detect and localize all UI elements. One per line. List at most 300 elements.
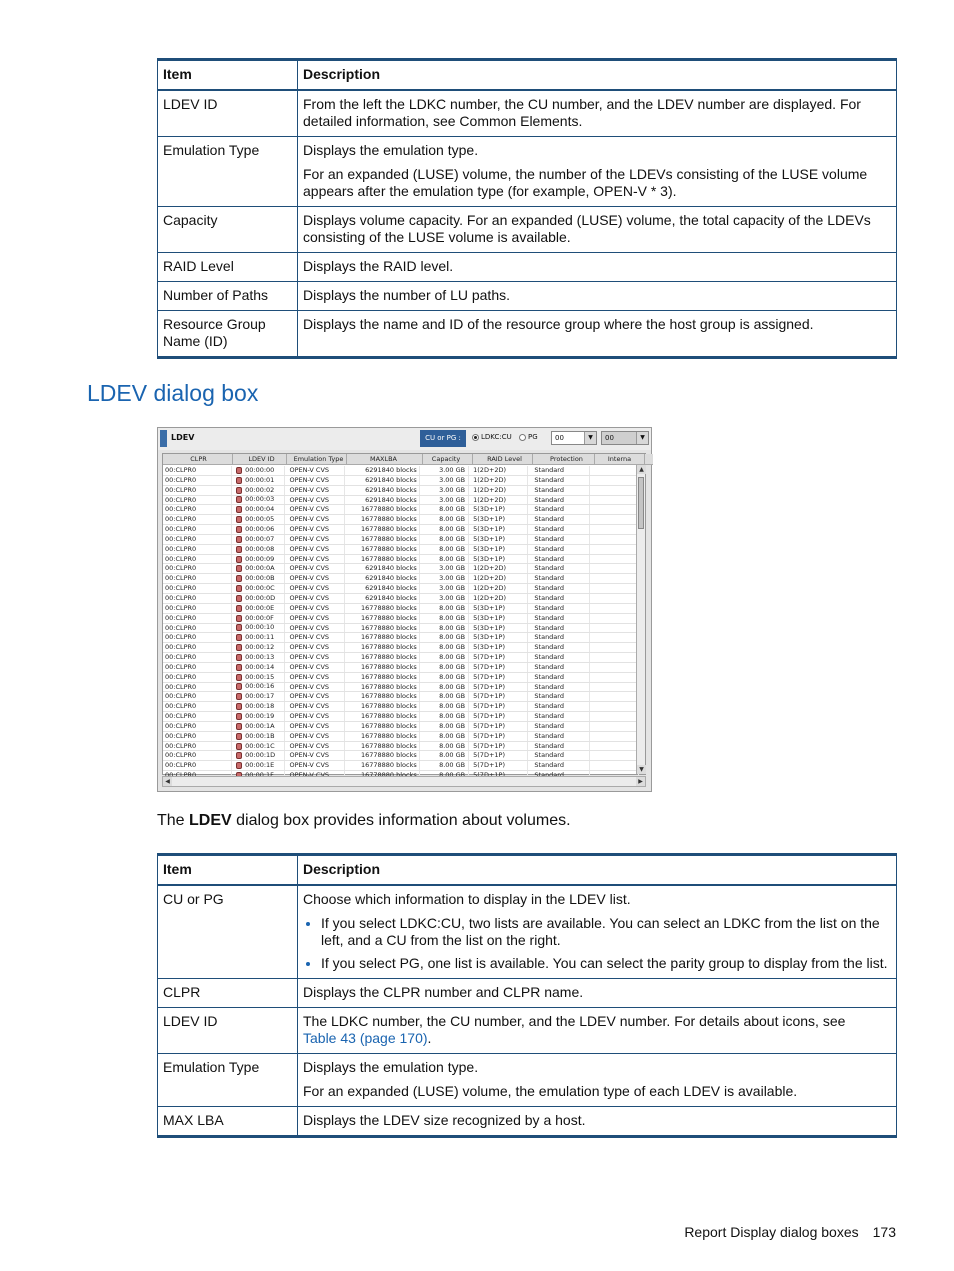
table-row[interactable] — [163, 614, 639, 624]
description-text: Displays the number of LU paths. — [303, 287, 510, 303]
ldev-id-cell — [232, 633, 285, 642]
clpr-cell: 00:CLPR0 — [163, 643, 232, 652]
section-title: LDEV dialog box — [87, 380, 259, 406]
ldev-id-cell — [232, 653, 285, 662]
row-description — [298, 137, 897, 207]
raid-cell: 5(7D+1P) — [469, 653, 528, 662]
ldev-icon — [236, 467, 242, 474]
ldev-id-cell — [232, 574, 285, 583]
row-description: Displays the CLPR number and CLPR name. — [298, 979, 897, 1008]
protection-cell: Standard — [528, 574, 589, 583]
ldev-icon — [236, 752, 242, 759]
ldev-id-text: 00:00:0E — [245, 603, 275, 612]
emulation-cell: OPEN-V CVS — [285, 564, 344, 573]
maxlba-cell: 16778880 blocks — [345, 663, 420, 672]
maxlba-cell: 6291840 blocks — [345, 466, 420, 475]
dialog-toolbar — [158, 428, 651, 450]
table-row[interactable] — [163, 633, 639, 643]
ldev-icon — [236, 536, 242, 543]
table-row — [158, 311, 897, 358]
ldev-id-text: 00:00:0D — [245, 593, 276, 602]
raid-cell: 5(7D+1P) — [469, 722, 528, 731]
ldev-icon — [236, 565, 242, 572]
protection-cell: Standard — [528, 525, 589, 534]
maxlba-cell: 16778880 blocks — [345, 742, 420, 751]
emulation-cell: OPEN-V CVS — [285, 673, 344, 682]
ldev-id-text: 00:00:04 — [245, 505, 275, 514]
internal-cell — [590, 683, 639, 692]
ldev-icon — [236, 723, 242, 730]
ldev-id-text: 00:00:17 — [245, 692, 275, 701]
ldev-id-text: 00:00:02 — [245, 485, 275, 494]
internal-cell — [590, 673, 639, 682]
internal-cell — [590, 515, 639, 524]
list-item: • If you select PG, one list is available. You can select the parity group to display from the list. — [321, 955, 890, 972]
protection-cell: Standard — [528, 683, 589, 692]
clpr-cell: 00:CLPR0 — [163, 584, 232, 593]
table-43-link[interactable]: Table 43 (page 170) — [303, 1030, 428, 1046]
table-row[interactable] — [163, 604, 639, 614]
protection-cell: Standard — [528, 584, 589, 593]
row-description — [298, 207, 897, 253]
capacity-cell: 3.00 GB — [420, 574, 469, 583]
raid-cell: 1(2D+2D) — [469, 594, 528, 603]
maxlba-cell: 16778880 blocks — [345, 702, 420, 711]
table-row[interactable] — [163, 515, 639, 525]
table-row[interactable] — [163, 702, 639, 712]
ldev-id-cell — [232, 476, 285, 485]
radio-unselected-icon — [519, 434, 526, 441]
row-item: CU or PG — [158, 885, 298, 979]
raid-cell: 1(2D+2D) — [469, 574, 528, 583]
protection-cell: Standard — [528, 624, 589, 633]
table-row[interactable] — [163, 476, 639, 486]
emulation-cell: OPEN-V CVS — [285, 466, 344, 475]
table-row — [158, 90, 897, 137]
ldev-icon — [236, 487, 242, 494]
clpr-cell: 00:CLPR0 — [163, 555, 232, 564]
item-description-table-2 — [157, 853, 897, 1138]
capacity-cell: 8.00 GB — [420, 722, 469, 731]
row-item: LDEV ID — [158, 1008, 298, 1054]
internal-cell — [590, 594, 639, 603]
chevron-down-icon: ▼ — [584, 432, 596, 444]
emulation-cell: OPEN-V CVS — [285, 633, 344, 642]
table-row[interactable] — [163, 594, 639, 604]
internal-cell — [590, 624, 639, 633]
table-row[interactable] — [163, 761, 639, 771]
raid-cell: 5(7D+1P) — [469, 761, 528, 770]
internal-cell — [590, 584, 639, 593]
maxlba-cell: 16778880 blocks — [345, 535, 420, 544]
intro-paragraph — [157, 812, 571, 830]
raid-cell: 1(2D+2D) — [469, 476, 528, 485]
description-text: . — [427, 1030, 432, 1046]
capacity-cell: 3.00 GB — [420, 486, 469, 495]
emulation-cell: OPEN-V CVS — [285, 555, 344, 564]
scroll-right-icon[interactable]: ▶ — [636, 777, 645, 786]
raid-cell: 5(7D+1P) — [469, 702, 528, 711]
capacity-cell: 8.00 GB — [420, 683, 469, 692]
ldev-id-cell — [232, 525, 285, 534]
table-row[interactable] — [163, 742, 639, 752]
maxlba-cell: 16778880 blocks — [345, 653, 420, 662]
ldev-icon — [236, 575, 242, 582]
protection-cell: Standard — [528, 663, 589, 672]
column-header[interactable]: LDEV ID — [233, 454, 287, 464]
table-row[interactable] — [163, 683, 639, 693]
ldev-icon — [236, 477, 242, 484]
column-header[interactable]: Capacity — [423, 454, 473, 464]
table-row[interactable] — [163, 496, 639, 506]
emulation-cell: OPEN-V CVS — [285, 535, 344, 544]
table-row[interactable] — [163, 722, 639, 732]
protection-cell: Standard — [528, 486, 589, 495]
internal-cell — [590, 722, 639, 731]
vertical-scrollbar[interactable] — [636, 465, 645, 774]
internal-cell — [590, 702, 639, 711]
ldev-id-text: 00:00:09 — [245, 554, 275, 563]
ldev-icon — [236, 615, 242, 622]
ldev-id-cell — [232, 564, 285, 573]
table-row[interactable] — [163, 732, 639, 742]
clpr-cell: 00:CLPR0 — [163, 525, 232, 534]
emulation-cell: OPEN-V CVS — [285, 742, 344, 751]
maxlba-cell: 16778880 blocks — [345, 505, 420, 514]
protection-cell: Standard — [528, 466, 589, 475]
ldev-id-text: 00:00:08 — [245, 544, 275, 553]
internal-cell — [590, 761, 639, 770]
ldev-icon — [236, 585, 242, 592]
capacity-cell: 8.00 GB — [420, 692, 469, 701]
protection-cell: Standard — [528, 614, 589, 623]
description-text: Displays volume capacity. For an expanded (LUSE) volume, the total capacity of the LDEVs consisting of the LUSE volume is available. — [303, 212, 871, 245]
emulation-cell: OPEN-V CVS — [285, 476, 344, 485]
capacity-cell: 8.00 GB — [420, 732, 469, 741]
list-item: • If you select LDKC:CU, two lists are available. You can select an LDKC from the list on the left, and a CU from the list on the right. — [321, 915, 890, 949]
raid-cell: 5(3D+1P) — [469, 614, 528, 623]
table-row[interactable] — [163, 466, 639, 476]
header-description: Description — [298, 60, 897, 91]
intro-text: The — [157, 812, 190, 829]
raid-cell: 1(2D+2D) — [469, 466, 528, 475]
emulation-cell: OPEN-V CVS — [285, 702, 344, 711]
ldev-id-text: 00:00:0B — [245, 574, 275, 583]
raid-cell: 5(7D+1P) — [469, 692, 528, 701]
description-text: For an expanded (LUSE) volume, the number of the LDEVs consisting of the LUSE volume appears after the emulation type (for example, OPEN-V * 3). — [303, 166, 868, 199]
emulation-cell: OPEN-V CVS — [285, 761, 344, 770]
internal-cell — [590, 692, 639, 701]
ldev-icon — [236, 506, 242, 513]
row-description — [298, 90, 897, 137]
ldev-id-cell — [232, 545, 285, 554]
table-row[interactable] — [163, 564, 639, 574]
ldev-id-cell — [232, 683, 285, 692]
maxlba-cell: 16778880 blocks — [345, 525, 420, 534]
row-item: RAID Level — [158, 253, 298, 282]
table-row — [158, 979, 897, 1008]
clpr-cell: 00:CLPR0 — [163, 624, 232, 633]
intro-bold: LDEV — [189, 812, 232, 829]
ldev-id-text: 00:00:19 — [245, 712, 275, 721]
emulation-cell: OPEN-V CVS — [285, 614, 344, 623]
table-row[interactable] — [163, 584, 639, 594]
capacity-cell: 8.00 GB — [420, 673, 469, 682]
bullet-list — [303, 915, 890, 972]
clpr-cell: 00:CLPR0 — [163, 742, 232, 751]
clpr-cell: 00:CLPR0 — [163, 653, 232, 662]
raid-cell: 5(3D+1P) — [469, 555, 528, 564]
page-number: 173 — [872, 1224, 896, 1240]
emulation-cell: OPEN-V CVS — [285, 545, 344, 554]
ldev-id-text: 00:00:1E — [245, 761, 275, 770]
row-item: MAX LBA — [158, 1107, 298, 1137]
intro-text: dialog box provides information about volumes. — [231, 812, 571, 829]
ldev-id-cell — [232, 604, 285, 613]
maxlba-cell: 16778880 blocks — [345, 545, 420, 554]
clpr-cell: 00:CLPR0 — [163, 761, 232, 770]
internal-cell — [590, 653, 639, 662]
table-row — [158, 1107, 897, 1137]
capacity-cell: 8.00 GB — [420, 624, 469, 633]
raid-cell: 5(3D+1P) — [469, 515, 528, 524]
table-header-row — [158, 60, 897, 91]
table-row[interactable] — [163, 624, 639, 634]
select-value: 00 — [605, 434, 614, 442]
ldev-id-text: 00:00:1B — [245, 731, 275, 740]
ldev-icon — [236, 595, 242, 602]
table-row — [158, 137, 897, 207]
capacity-cell: 8.00 GB — [420, 515, 469, 524]
maxlba-cell: 16778880 blocks — [345, 692, 420, 701]
ldev-id-cell — [232, 732, 285, 741]
ldev-id-text: 00:00:1C — [245, 741, 275, 750]
raid-cell: 5(3D+1P) — [469, 505, 528, 514]
internal-cell — [590, 525, 639, 534]
protection-cell: Standard — [528, 505, 589, 514]
protection-cell: Standard — [528, 594, 589, 603]
scroll-down-icon[interactable]: ▼ — [637, 765, 646, 774]
scroll-up-icon[interactable]: ▲ — [637, 465, 646, 474]
description-text: For an expanded (LUSE) volume, the emulation type of each LDEV is available. — [303, 1083, 798, 1099]
raid-cell: 1(2D+2D) — [469, 584, 528, 593]
emulation-cell: OPEN-V CVS — [285, 683, 344, 692]
ldev-icon — [236, 713, 242, 720]
row-item: Emulation Type — [158, 1054, 298, 1107]
description-text: Displays the RAID level. — [303, 258, 454, 274]
column-header[interactable]: Emulation Type — [287, 454, 347, 464]
raid-cell: 5(7D+1P) — [469, 683, 528, 692]
table-row[interactable] — [163, 555, 639, 565]
ldev-list — [162, 453, 646, 775]
emulation-cell: OPEN-V CVS — [285, 486, 344, 495]
column-header[interactable]: Protection — [533, 454, 595, 464]
protection-cell: Standard — [528, 564, 589, 573]
protection-cell: Standard — [528, 633, 589, 642]
ldev-icon — [236, 654, 242, 661]
clpr-cell: 00:CLPR0 — [163, 614, 232, 623]
ldev-id-text: 00:00:10 — [245, 623, 275, 632]
capacity-cell: 8.00 GB — [420, 604, 469, 613]
emulation-cell: OPEN-V CVS — [285, 722, 344, 731]
emulation-cell: OPEN-V CVS — [285, 663, 344, 672]
table-row[interactable] — [163, 673, 639, 683]
ldev-id-text: 00:00:05 — [245, 515, 275, 524]
row-description — [298, 885, 897, 979]
footer-label: Report Display dialog boxes — [684, 1224, 859, 1240]
capacity-cell: 8.00 GB — [420, 702, 469, 711]
horizontal-scrollbar[interactable] — [162, 776, 646, 787]
ldkc-select[interactable] — [551, 431, 597, 445]
protection-cell: Standard — [528, 515, 589, 524]
protection-cell: Standard — [528, 732, 589, 741]
row-item: Resource Group Name (ID) — [158, 311, 298, 358]
ldev-icon — [236, 634, 242, 641]
ldev-id-text: 00:00:0C — [245, 584, 275, 593]
clpr-cell: 00:CLPR0 — [163, 712, 232, 721]
emulation-cell: OPEN-V CVS — [285, 653, 344, 662]
ldev-icon — [236, 743, 242, 750]
table-row[interactable] — [163, 712, 639, 722]
maxlba-cell: 6291840 blocks — [345, 486, 420, 495]
ldev-id-cell — [232, 555, 285, 564]
radio-label: LDKC:CU — [481, 433, 512, 441]
internal-cell — [590, 604, 639, 613]
capacity-cell: 3.00 GB — [420, 594, 469, 603]
ldev-id-text: 00:00:03 — [245, 495, 275, 504]
clpr-cell: 00:CLPR0 — [163, 476, 232, 485]
emulation-cell: OPEN-V CVS — [285, 525, 344, 534]
protection-cell: Standard — [528, 742, 589, 751]
chevron-down-icon: ▼ — [636, 432, 648, 444]
ldev-id-cell — [232, 594, 285, 603]
protection-cell: Standard — [528, 751, 589, 760]
ldev-icon — [236, 526, 242, 533]
header-item: Item — [158, 60, 298, 91]
clpr-cell: 00:CLPR0 — [163, 732, 232, 741]
protection-cell: Standard — [528, 722, 589, 731]
capacity-cell: 8.00 GB — [420, 505, 469, 514]
ldev-id-text: 00:00:0A — [245, 564, 275, 573]
raid-cell: 5(7D+1P) — [469, 663, 528, 672]
radio-ldkc-cu[interactable] — [472, 433, 512, 441]
column-header[interactable]: CLPR — [163, 454, 233, 464]
protection-cell: Standard — [528, 545, 589, 554]
row-description — [298, 282, 897, 311]
maxlba-cell: 6291840 blocks — [345, 496, 420, 505]
ldev-id-text: 00:00:13 — [245, 652, 275, 661]
capacity-cell: 8.00 GB — [420, 653, 469, 662]
ldev-icon — [236, 624, 242, 631]
ldev-id-text: 00:00:15 — [245, 672, 275, 681]
table-row[interactable] — [163, 643, 639, 653]
cu-select[interactable] — [601, 431, 649, 445]
table-row[interactable] — [163, 653, 639, 663]
table-row[interactable] — [163, 535, 639, 545]
emulation-cell: OPEN-V CVS — [285, 604, 344, 613]
column-header[interactable]: MAXLBA — [347, 454, 423, 464]
maxlba-cell: 6291840 blocks — [345, 476, 420, 485]
ldev-icon — [236, 546, 242, 553]
table-row[interactable] — [163, 486, 639, 496]
table-row[interactable] — [163, 525, 639, 535]
raid-cell: 5(7D+1P) — [469, 751, 528, 760]
capacity-cell: 3.00 GB — [420, 496, 469, 505]
maxlba-cell: 16778880 blocks — [345, 722, 420, 731]
ldev-id-cell — [232, 712, 285, 721]
table-row[interactable] — [163, 545, 639, 555]
protection-cell: Standard — [528, 653, 589, 662]
row-description — [298, 311, 897, 358]
internal-cell — [590, 751, 639, 760]
capacity-cell: 8.00 GB — [420, 643, 469, 652]
capacity-cell: 3.00 GB — [420, 564, 469, 573]
column-header[interactable]: RAID Level — [473, 454, 533, 464]
ldev-id-cell — [232, 614, 285, 623]
clpr-cell: 00:CLPR0 — [163, 515, 232, 524]
internal-cell — [590, 712, 639, 721]
ldev-icon — [236, 674, 242, 681]
capacity-cell: 8.00 GB — [420, 742, 469, 751]
internal-cell — [590, 555, 639, 564]
raid-cell: 5(3D+1P) — [469, 643, 528, 652]
maxlba-cell: 16778880 blocks — [345, 614, 420, 623]
clpr-cell: 00:CLPR0 — [163, 722, 232, 731]
clpr-cell: 00:CLPR0 — [163, 663, 232, 672]
emulation-cell: OPEN-V CVS — [285, 505, 344, 514]
table-row[interactable] — [163, 751, 639, 761]
ldev-id-text: 00:00:14 — [245, 662, 275, 671]
internal-cell — [590, 663, 639, 672]
raid-cell: 5(7D+1P) — [469, 742, 528, 751]
ldev-id-text: 00:00:0F — [245, 613, 274, 622]
scroll-left-icon[interactable]: ◀ — [163, 777, 172, 786]
capacity-cell: 8.00 GB — [420, 663, 469, 672]
maxlba-cell: 16778880 blocks — [345, 624, 420, 633]
table-row[interactable] — [163, 663, 639, 673]
select-value: 00 — [555, 434, 564, 442]
clpr-cell: 00:CLPR0 — [163, 574, 232, 583]
internal-cell — [590, 564, 639, 573]
emulation-cell: OPEN-V CVS — [285, 584, 344, 593]
table-row[interactable] — [163, 574, 639, 584]
ldev-id-text: 00:00:06 — [245, 524, 275, 533]
scroll-thumb[interactable] — [638, 477, 644, 529]
table-row[interactable] — [163, 505, 639, 515]
maxlba-cell: 6291840 blocks — [345, 564, 420, 573]
maxlba-cell: 6291840 blocks — [345, 584, 420, 593]
description-text: Displays the name and ID of the resource group where the host group is assigned. — [303, 316, 814, 332]
ldev-id-cell — [232, 643, 285, 652]
protection-cell: Standard — [528, 702, 589, 711]
row-item: Number of Paths — [158, 282, 298, 311]
maxlba-cell: 6291840 blocks — [345, 594, 420, 603]
table-row[interactable] — [163, 692, 639, 702]
clpr-cell: 00:CLPR0 — [163, 692, 232, 701]
ldev-id-cell — [232, 702, 285, 711]
clpr-cell: 00:CLPR0 — [163, 702, 232, 711]
radio-pg[interactable] — [519, 433, 538, 441]
internal-cell — [590, 574, 639, 583]
clpr-cell: 00:CLPR0 — [163, 604, 232, 613]
row-description — [298, 253, 897, 282]
column-header[interactable]: Interna — [595, 454, 645, 464]
clpr-cell: 00:CLPR0 — [163, 633, 232, 642]
description-text: Choose which information to display in the LDEV list. — [303, 891, 631, 907]
row-item: CLPR — [158, 979, 298, 1008]
ldev-icon — [236, 664, 242, 671]
raid-cell: 5(7D+1P) — [469, 712, 528, 721]
